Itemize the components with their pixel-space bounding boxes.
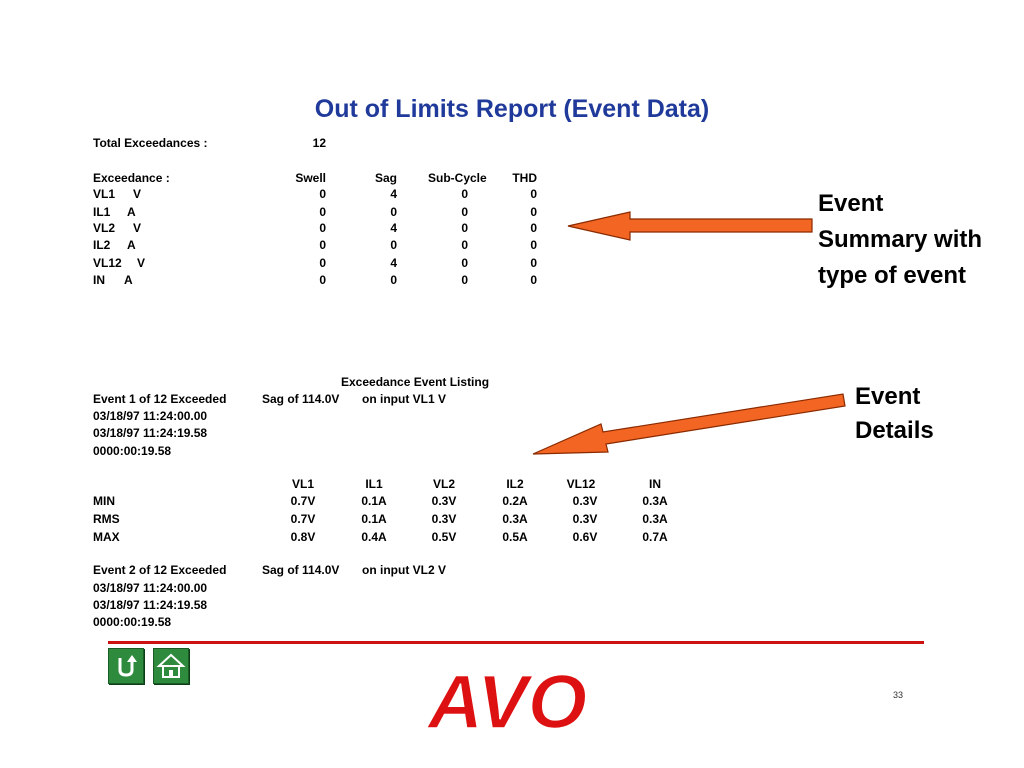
stats-cell: 0.2A — [502, 494, 528, 508]
row-unit: V — [133, 221, 142, 235]
callout-line: Event — [855, 383, 921, 410]
cell-subcycle: 0 — [461, 238, 468, 252]
header-sag: Sag — [374, 171, 397, 185]
cell-sag: 0 — [390, 238, 397, 252]
event2-end: 03/18/97 11:24:19.58 — [93, 598, 208, 612]
stats-col-header: IL2 — [506, 477, 524, 491]
row-unit: V — [137, 256, 146, 270]
callout-event-summary — [818, 186, 982, 294]
stats-cell: 0.3A — [502, 512, 528, 526]
stats-cell: 0.7A — [642, 530, 668, 544]
callout-line: Summary with — [818, 226, 983, 253]
row-name: VL1 — [93, 187, 116, 201]
stats-cell: 0.7V — [290, 494, 316, 508]
stats-col-header: VL12 — [566, 477, 596, 491]
cell-thd: 0 — [530, 256, 537, 270]
row-name: VL12 — [93, 256, 122, 270]
row-name: IL1 — [93, 205, 111, 219]
cell-sag: 4 — [390, 256, 397, 270]
total-value: 12 — [312, 136, 326, 150]
header-thd: THD — [512, 171, 537, 185]
event1-desc: Sag of 114.0V — [262, 392, 340, 406]
row-unit: A — [127, 205, 136, 219]
cell-sag: 0 — [390, 205, 397, 219]
cell-thd: 0 — [530, 187, 537, 201]
cell-swell: 0 — [319, 187, 326, 201]
stats-cell: 0.1A — [361, 494, 387, 508]
stats-cell: 0.6V — [572, 530, 598, 544]
stats-row-label: MAX — [93, 530, 120, 544]
stats-col-header: IL1 — [365, 477, 383, 491]
event1-input: on input VL1 V — [362, 392, 446, 406]
cell-thd: 0 — [530, 205, 537, 219]
summary-header-label: Exceedance : — [93, 171, 170, 185]
cell-subcycle: 0 — [461, 205, 468, 219]
cell-swell: 0 — [319, 205, 326, 219]
row-unit: V — [133, 187, 142, 201]
event1-label: Event 1 of 12 Exceeded — [93, 392, 227, 406]
row-name: VL2 — [93, 221, 116, 235]
event1-start: 03/18/97 11:24:00.00 — [93, 409, 208, 423]
event2-duration: 0000:00:19.58 — [93, 615, 172, 629]
slide-title: Out of Limits Report (Event Data) — [314, 95, 710, 123]
stats-cell: 0.3V — [572, 512, 598, 526]
cell-subcycle: 0 — [461, 221, 468, 235]
callout-event-details — [855, 380, 934, 448]
cell-subcycle: 0 — [461, 187, 468, 201]
event2-input: on input VL2 V — [362, 563, 446, 577]
cell-swell: 0 — [319, 273, 326, 287]
header-swell: Swell — [295, 171, 326, 185]
cell-subcycle: 0 — [461, 256, 468, 270]
return-icon — [109, 649, 143, 683]
home-icon — [154, 649, 188, 683]
stats-row-label: MIN — [93, 494, 115, 508]
footer-rule — [108, 641, 924, 644]
stats-cell: 0.3V — [431, 512, 457, 526]
event2-desc: Sag of 114.0V — [262, 563, 340, 577]
row-unit: A — [124, 273, 133, 287]
stats-col-header: VL2 — [432, 477, 455, 491]
header-subcycle: Sub-Cycle — [428, 171, 487, 185]
cell-sag: 4 — [390, 187, 397, 201]
cell-thd: 0 — [530, 238, 537, 252]
row-name: IL2 — [93, 238, 111, 252]
stats-cell: 0.4A — [361, 530, 387, 544]
row-unit: A — [127, 238, 136, 252]
callout-line: Event — [818, 190, 884, 217]
stats-cell: 0.1A — [361, 512, 387, 526]
stats-cell: 0.5V — [431, 530, 457, 544]
cell-thd: 0 — [530, 221, 537, 235]
callout-line: Details — [855, 417, 934, 444]
stats-cell: 0.5A — [502, 530, 528, 544]
logo-text: AVO — [428, 660, 588, 745]
cell-sag: 4 — [390, 221, 397, 235]
back-button[interactable] — [108, 648, 144, 684]
stats-row-label: RMS — [93, 512, 120, 526]
event2-label: Event 2 of 12 Exceeded — [93, 563, 227, 577]
cell-subcycle: 0 — [461, 273, 468, 287]
stats-cell: 0.3V — [431, 494, 457, 508]
listing-title: Exceedance Event Listing — [341, 375, 490, 389]
cell-swell: 0 — [319, 221, 326, 235]
page-number: 33 — [893, 690, 904, 700]
avo-logo — [420, 650, 590, 750]
total-label: Total Exceedances : — [93, 136, 208, 150]
row-name: IN — [93, 273, 105, 287]
cell-thd: 0 — [530, 273, 537, 287]
event1-end: 03/18/97 11:24:19.58 — [93, 426, 208, 440]
callout-line: type of event — [818, 262, 967, 289]
home-button[interactable] — [153, 648, 189, 684]
stats-col-header: IN — [649, 477, 661, 491]
stats-col-header: VL1 — [291, 477, 314, 491]
cell-swell: 0 — [319, 238, 326, 252]
stats-cell: 0.3V — [572, 494, 598, 508]
event1-duration: 0000:00:19.58 — [93, 444, 172, 458]
cell-swell: 0 — [319, 256, 326, 270]
stats-cell: 0.3A — [642, 512, 668, 526]
stats-cell: 0.3A — [642, 494, 668, 508]
stats-cell: 0.8V — [290, 530, 316, 544]
cell-sag: 0 — [390, 273, 397, 287]
event2-start: 03/18/97 11:24:00.00 — [93, 581, 208, 595]
stats-cell: 0.7V — [290, 512, 316, 526]
